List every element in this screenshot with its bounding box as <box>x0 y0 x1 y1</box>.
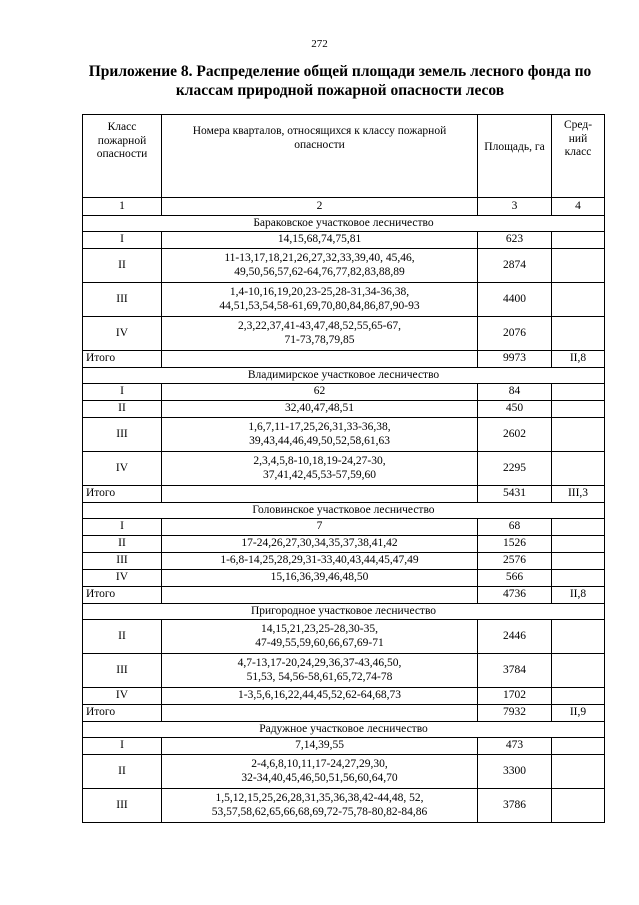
total-average-class: II,9 <box>552 705 605 722</box>
quarters-line: 7 <box>316 520 323 533</box>
quarters-line: 32-34,40,45,46,50,51,56,60,64,70 <box>241 771 398 784</box>
average-class-cell <box>552 283 605 317</box>
table-row <box>83 688 605 705</box>
quarters-cell <box>162 283 478 317</box>
area-cell: 566 <box>478 570 552 587</box>
quarters-cell <box>162 317 478 351</box>
average-class-cell <box>552 553 605 570</box>
quarters-line: 53,57,58,62,65,66,68,69,72-75,78-80,82-84,86 <box>211 805 428 818</box>
quarters-line: 62 <box>313 385 326 398</box>
average-class-cell <box>552 755 605 789</box>
quarters-line: 2,3,4,5,8-10,18,19-24,27-30, <box>253 455 386 467</box>
total-area: 5431 <box>478 486 552 503</box>
forestry-name: Пригородное участковое лесничество <box>83 604 605 620</box>
fire-class-cell: IV <box>83 688 162 705</box>
col-num: 4 <box>552 198 605 216</box>
fire-class-cell: III <box>83 553 162 570</box>
fire-class-cell: IV <box>83 570 162 587</box>
total-blank <box>162 351 478 368</box>
quarters-cell <box>162 755 478 789</box>
average-class-cell <box>552 249 605 283</box>
fire-class-cell: II <box>83 755 162 789</box>
quarters-cell <box>162 249 478 283</box>
page-number: 272 <box>311 38 328 50</box>
header-class: Класс пожарной опасности <box>83 115 162 198</box>
quarters-cell <box>162 519 478 536</box>
total-label: Итого <box>83 587 162 604</box>
quarters-line: 47-49,55,59,60,66,67,69-71 <box>255 636 384 649</box>
table-row <box>83 384 605 401</box>
fire-danger-table <box>82 114 605 823</box>
average-class-cell <box>552 536 605 553</box>
table-row <box>83 317 605 351</box>
total-row <box>83 705 605 722</box>
section-row <box>83 216 605 232</box>
fire-class-cell: IV <box>83 452 162 486</box>
forestry-name: Радужное участковое лесничество <box>83 722 605 738</box>
quarters-line: 14,15,68,74,75,81 <box>277 233 362 246</box>
quarters-line: 39,43,44,46,49,50,52,58,61,63 <box>249 434 390 447</box>
header-quarters: Номера кварталов, относящихся к классу пожарной опасности <box>162 115 478 198</box>
total-label: Итого <box>83 705 162 722</box>
quarters-line: 1-6,8-14,25,28,29,31-33,40,43,44,45,47,49 <box>220 554 419 567</box>
area-cell: 623 <box>478 232 552 249</box>
average-class-cell <box>552 519 605 536</box>
average-class-cell <box>552 620 605 654</box>
average-class-cell <box>552 418 605 452</box>
average-class-cell <box>552 452 605 486</box>
table-row <box>83 620 605 654</box>
forestry-name: Бараковское участковое лесничество <box>83 216 605 232</box>
total-label: Итого <box>83 351 162 368</box>
quarters-line: 32,40,47,48,51 <box>285 402 354 415</box>
area-cell: 2576 <box>478 553 552 570</box>
fire-class-cell: II <box>83 249 162 283</box>
section-row <box>83 604 605 620</box>
col-num: 3 <box>478 198 552 216</box>
quarters-line: 1,4-10,16,19,20,23-25,28-31,34-36,38, <box>229 286 410 298</box>
fire-class-cell: II <box>83 536 162 553</box>
quarters-cell <box>162 418 478 452</box>
quarters-line: 2,3,22,37,41-43,47,48,52,55,65-67, <box>238 320 401 332</box>
average-class-cell <box>552 688 605 705</box>
fire-class-cell: II <box>83 401 162 418</box>
title-line-2: классам природной пожарной опасности лесов <box>175 82 505 99</box>
average-class-cell <box>552 384 605 401</box>
table-row <box>83 553 605 570</box>
title-line-1: Приложение 8. Распределение общей площади земель лесного фонда по <box>88 63 592 80</box>
quarters-line: 37,41,42,45,53-57,59,60 <box>262 468 377 481</box>
header-average: Сред- ний класс <box>552 115 605 198</box>
quarters-line: 15,16,36,39,46,48,50 <box>270 571 369 584</box>
average-class-cell <box>552 789 605 823</box>
table-row <box>83 452 605 486</box>
quarters-line: 17-24,26,27,30,34,35,37,38,41,42 <box>241 537 398 550</box>
total-blank <box>162 705 478 722</box>
area-cell: 68 <box>478 519 552 536</box>
average-class-cell <box>552 317 605 351</box>
area-cell: 2295 <box>478 452 552 486</box>
table-row <box>83 536 605 553</box>
col-num: 1 <box>83 198 162 216</box>
header-area: Площадь, га <box>478 115 552 198</box>
area-cell: 3300 <box>478 755 552 789</box>
total-area: 7932 <box>478 705 552 722</box>
column-number-row <box>83 198 605 216</box>
total-average-class: II,8 <box>552 587 605 604</box>
quarters-cell <box>162 570 478 587</box>
table-row <box>83 401 605 418</box>
total-blank <box>162 587 478 604</box>
quarters-line: 1,6,7,11-17,25,26,31,33-36,38, <box>248 421 391 433</box>
quarters-line: 71-73,78,79,85 <box>284 333 355 346</box>
area-cell: 2602 <box>478 418 552 452</box>
quarters-cell <box>162 401 478 418</box>
quarters-cell <box>162 232 478 249</box>
page-title <box>60 62 620 100</box>
average-class-cell <box>552 232 605 249</box>
area-cell: 473 <box>478 738 552 755</box>
table-row <box>83 570 605 587</box>
forestry-name: Головинское участковое лесничество <box>83 503 605 519</box>
average-class-cell <box>552 654 605 688</box>
fire-class-cell: I <box>83 738 162 755</box>
total-area: 4736 <box>478 587 552 604</box>
area-cell: 1702 <box>478 688 552 705</box>
forestry-name: Владимирское участковое лесничество <box>83 368 605 384</box>
quarters-line: 7,14,39,55 <box>295 739 344 752</box>
table-row <box>83 418 605 452</box>
table-row <box>83 249 605 283</box>
average-class-cell <box>552 401 605 418</box>
table-row <box>83 283 605 317</box>
fire-class-cell: I <box>83 232 162 249</box>
quarters-line: 51,53, 54,56-58,61,65,72,74-78 <box>246 670 393 683</box>
table-row <box>83 654 605 688</box>
section-row <box>83 722 605 738</box>
quarters-line: 49,50,56,57,62-64,76,77,82,83,88,89 <box>234 265 405 278</box>
area-cell: 4400 <box>478 283 552 317</box>
area-cell: 1526 <box>478 536 552 553</box>
quarters-cell <box>162 553 478 570</box>
quarters-cell <box>162 620 478 654</box>
section-row <box>83 368 605 384</box>
table-row <box>83 789 605 823</box>
quarters-line: 1-3,5,6,16,22,44,45,52,62-64,68,73 <box>238 689 401 702</box>
quarters-cell <box>162 654 478 688</box>
quarters-cell <box>162 452 478 486</box>
total-area: 9973 <box>478 351 552 368</box>
table-row <box>83 755 605 789</box>
table-body <box>83 216 605 823</box>
quarters-cell <box>162 384 478 401</box>
area-cell: 84 <box>478 384 552 401</box>
fire-class-cell: III <box>83 418 162 452</box>
table-row <box>83 519 605 536</box>
area-cell: 2874 <box>478 249 552 283</box>
area-cell: 2076 <box>478 317 552 351</box>
total-average-class: II,8 <box>552 351 605 368</box>
fire-class-cell: I <box>83 384 162 401</box>
quarters-cell <box>162 738 478 755</box>
total-label: Итого <box>83 486 162 503</box>
col-num: 2 <box>162 198 478 216</box>
quarters-line: 4,7-13,17-20,24,29,36,37-43,46,50, <box>237 657 402 669</box>
fire-class-cell: III <box>83 283 162 317</box>
area-cell: 2446 <box>478 620 552 654</box>
area-cell: 3784 <box>478 654 552 688</box>
fire-class-cell: III <box>83 789 162 823</box>
header-row <box>83 115 605 198</box>
total-blank <box>162 486 478 503</box>
table-row <box>83 232 605 249</box>
quarters-cell <box>162 688 478 705</box>
total-row <box>83 587 605 604</box>
quarters-line: 14,15,21,23,25-28,30-35, <box>261 623 378 635</box>
table-row <box>83 738 605 755</box>
quarters-cell <box>162 536 478 553</box>
area-cell: 450 <box>478 401 552 418</box>
area-cell: 3786 <box>478 789 552 823</box>
fire-class-cell: I <box>83 519 162 536</box>
section-row <box>83 503 605 519</box>
quarters-cell <box>162 789 478 823</box>
fire-class-cell: IV <box>83 317 162 351</box>
fire-class-cell: II <box>83 620 162 654</box>
quarters-line: 44,51,53,54,58-61,69,70,80,84,86,87,90-93 <box>219 299 420 312</box>
total-average-class: III,3 <box>552 486 605 503</box>
average-class-cell <box>552 570 605 587</box>
quarters-line: 1,5,12,15,25,26,28,31,35,36,38,42-44,48, 52, <box>215 792 424 804</box>
average-class-cell <box>552 738 605 755</box>
fire-class-cell: III <box>83 654 162 688</box>
total-row <box>83 486 605 503</box>
total-row <box>83 351 605 368</box>
quarters-line: 11-13,17,18,21,26,27,32,33,39,40, 45,46, <box>224 252 415 264</box>
quarters-line: 2-4,6,8,10,11,17-24,27,29,30, <box>251 758 388 770</box>
